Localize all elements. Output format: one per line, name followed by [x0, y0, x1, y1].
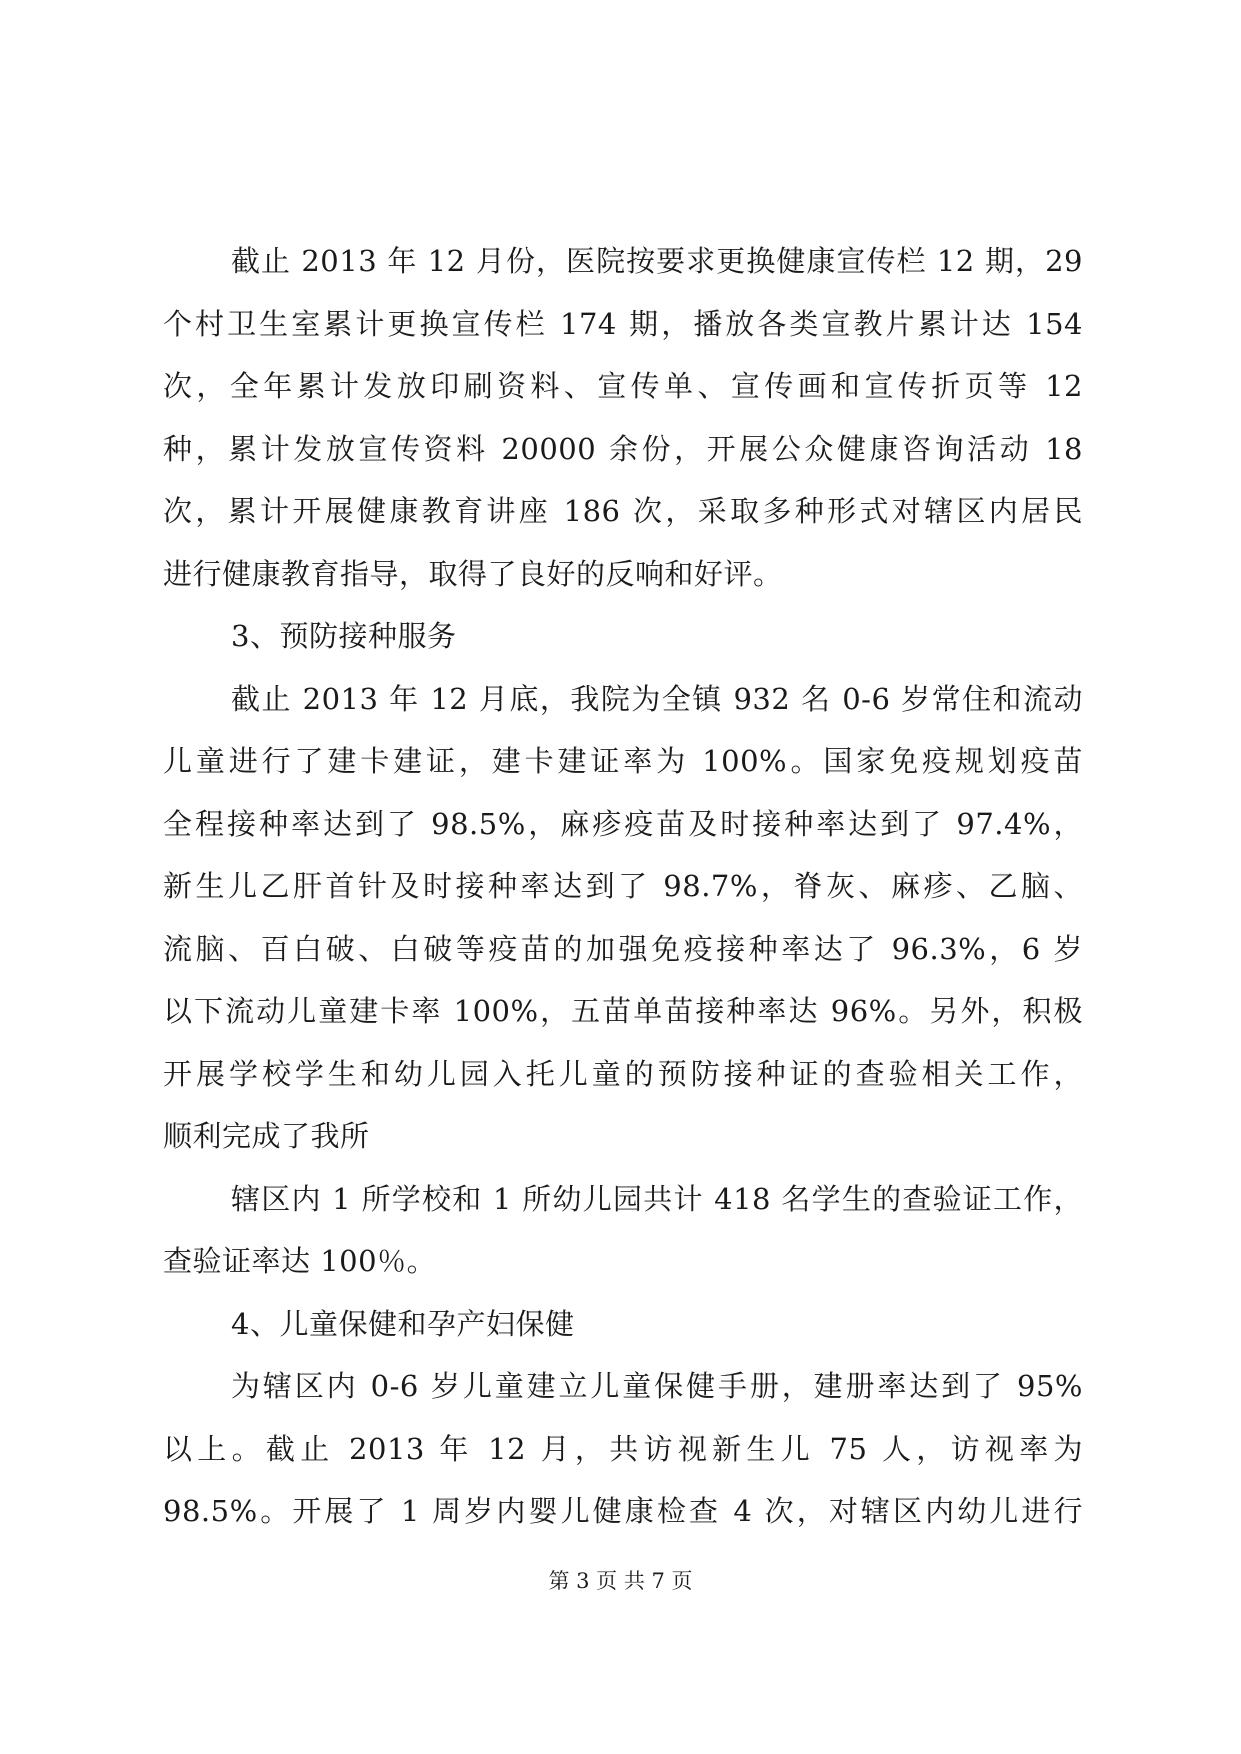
- text-line: 流脑、百白破、白破等疫苗的加强免疫接种率达了 96.3%，6 岁: [163, 931, 1083, 966]
- text-line: 开展学校学生和幼儿园入托儿童的预防接种证的查验相关工作，: [163, 1056, 1083, 1091]
- text-line: 种，累计发放宣传资料 20000 余份，开展公众健康咨询活动 18: [163, 431, 1083, 466]
- text-line: 截止 2013 年 12 月底，我院为全镇 932 名 0-6 岁常住和流动: [231, 681, 1083, 716]
- text-line: 儿童进行了建卡建证，建卡建证率为 100%。国家免疫规划疫苗: [163, 744, 1083, 778]
- text-line: 98.5%。开展了 1 周岁内婴儿健康检查 4 次，对辖区内幼儿进行: [163, 1494, 1083, 1528]
- page-number-label: 第 3 页 共 7 页: [548, 1569, 693, 1593]
- section-heading: 3、预防接种服务: [231, 619, 457, 653]
- text-line: 截止 2013 年 12 月份，医院按要求更换健康宣传栏 12 期，29: [231, 244, 1083, 278]
- page-footer: [0, 1566, 1241, 1596]
- text-line: 顺利完成了我所: [163, 1119, 370, 1153]
- text-line: 以上。截止 2013 年 12 月，共访视新生儿 75 人，访视率为: [163, 1431, 1083, 1466]
- body-text: [163, 230, 1083, 1543]
- text-line: 个村卫生室累计更换宣传栏 174 期，播放各类宣教片累计达 154: [163, 306, 1083, 341]
- text-line: 次，累计开展健康教育讲座 186 次，采取多种形式对辖区内居民: [163, 494, 1083, 528]
- text-line: 查验证率达 100％。: [163, 1244, 437, 1278]
- text-line: 以下流动儿童建卡率 100%，五苗单苗接种率达 96%。另外，积极: [163, 994, 1083, 1028]
- text-line: 进行健康教育指导，取得了良好的反响和好评。: [163, 556, 783, 591]
- text-line: 辖区内 1 所学校和 1 所幼儿园共计 418 名学生的查验证工作，: [231, 1181, 1083, 1216]
- text-line: 为辖区内 0-6 岁儿童建立儿童保健手册，建册率达到了 95%: [231, 1369, 1083, 1403]
- text-line: 次，全年累计发放印刷资料、宣传单、宣传画和宣传折页等 12: [163, 369, 1083, 403]
- section-heading: 4、儿童保健和孕产妇保健: [231, 1306, 575, 1341]
- text-line: 新生儿乙肝首针及时接种率达到了 98.7%，脊灰、麻疹、乙脑、: [163, 869, 1083, 903]
- text-line: 全程接种率达到了 98.5%，麻疹疫苗及时接种率达到了 97.4%，: [163, 806, 1083, 841]
